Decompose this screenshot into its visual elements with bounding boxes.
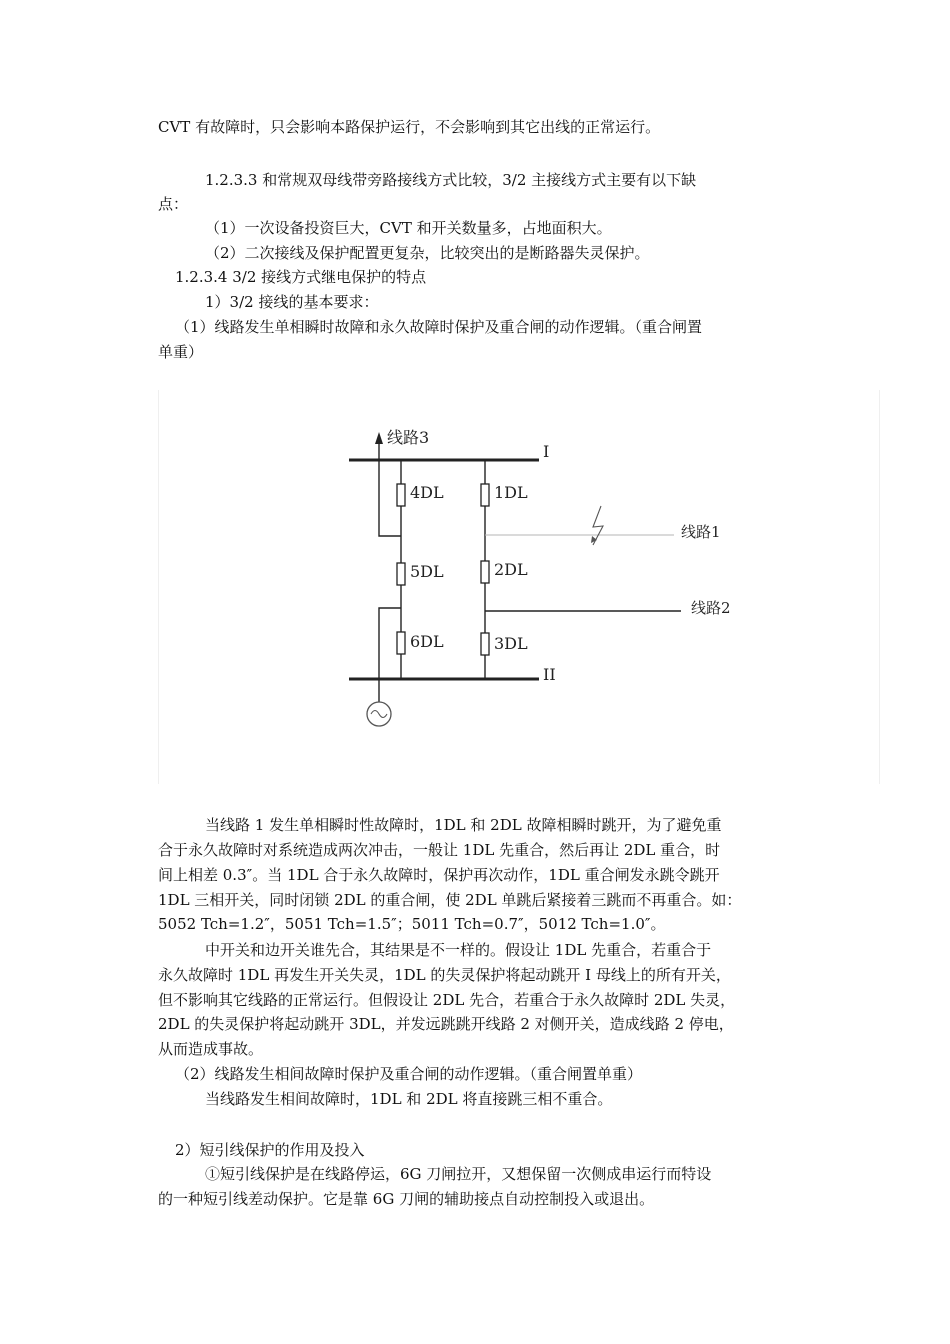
bus-ii-label: II [543,665,556,684]
heading-1-2-3-3-cont: 点： [158,195,189,213]
paragraph-short-lead-2: 的一种短引线差动保护。它是靠 6G 刀闸的辅助接点自动控制投入或退出。 [158,1190,655,1208]
paragraph-breaker-order-2: 永久故障时 1DL 再发生开关失灵，1DL 的失灵保护将起动跳开 I 母线上的所有开关， [158,966,731,984]
paragraph-cvt-fault: CVT 有故障时，只会影响本路保护运行，不会影响到其它出线的正常运行。 [158,118,661,136]
breaker-3dl-symbol [481,633,489,655]
subheading-phase-to-phase-fault: （2）线路发生相间故障时保护及重合闸的动作逻辑。（重合闸置单重） [175,1065,643,1083]
paragraph-transient-fault-5: 5052 Tch=1.2″，5051 Tch=1.5″；5011 Tch=0.7″，5012 Tch=1.0″。 [158,915,666,933]
bus-i-label: I [543,442,550,461]
paragraph-phase-to-phase: 当线路发生相间故障时，1DL 和 2DL 将直接跳三相不重合。 [205,1090,613,1108]
paragraph-breaker-order-3: 但不影响其它线路的正常运行。但假设让 2DL 先合，若重合于永久故障时 2DL 失灵， [158,991,736,1009]
breaker-3dl-label: 3DL [494,634,528,653]
breaker-4dl-label: 4DL [410,483,444,502]
list-item-1: （1）一次设备投资巨大，CVT 和开关数量多，占地面积大。 [205,219,612,237]
heading-1-2-3-4: 1.2.3.4 3/2 接线方式继电保护的特点 [175,268,427,286]
breaker-6dl-label: 6DL [410,632,444,651]
breaker-4dl-symbol [397,484,405,506]
wiring-diagram-frame [158,390,880,784]
paragraph-transient-fault-4: 1DL 三相开关，同时闭锁 2DL 的重合闸，使 2DL 单跳后紧接着三跳而不再重合。如： [158,891,742,909]
breaker-2dl-symbol [481,561,489,583]
subheading-single-phase-fault: （1）线路发生单相瞬时故障和永久故障时保护及重合闸的动作逻辑。（重合闸置 [175,318,703,336]
list-item-2: （2）二次接线及保护配置更复杂，比较突出的是断路器失灵保护。 [205,244,650,262]
heading-1-2-3-3: 1.2.3.3 和常规双母线带旁路接线方式比较，3/2 主接线方式主要有以下缺 [205,171,697,189]
paragraph-breaker-order-1: 中开关和边开关谁先合，其结果是不一样的。假设让 1DL 先重合，若重合于 [205,941,712,959]
paragraph-short-lead-1: ①短引线保护是在线路停运，6G 刀闸拉开，又想保留一次侧成串运行而特设 [205,1165,712,1183]
breaker-1dl-label: 1DL [494,483,528,502]
breaker-6dl-symbol [397,632,405,654]
wiring-diagram [159,390,879,784]
paragraph-transient-fault-3: 间上相差 0.3″。当 1DL 合于永久故障时，保护再次动作，1DL 重合闸发永跳令跳开 [158,866,720,884]
paragraph-breaker-order-5: 从而造成事故。 [158,1040,264,1058]
line1-label: 线路1 [681,523,721,541]
paragraph-transient-fault-1: 当线路 1 发生单相瞬时性故障时，1DL 和 2DL 故障相瞬时跳开，为了避免重 [205,816,722,834]
breaker-5dl-label: 5DL [410,562,444,581]
breaker-1dl-symbol [481,484,489,506]
breaker-2dl-label: 2DL [494,560,528,579]
paragraph-breaker-order-4: 2DL 的失灵保护将起动跳开 3DL，并发远跳跳开线路 2 对侧开关，造成线路 2 停电， [158,1015,734,1033]
subheading-single-phase-fault-cont: 单重） [158,343,204,361]
line3-arrow-icon [375,432,383,444]
breaker-5dl-symbol [397,563,405,585]
paragraph-transient-fault-2: 合于永久故障时对系统造成两次冲击，一般让 1DL 先重合，然后再让 2DL 重合，时 [158,841,721,859]
subheading-short-lead-protection: 2）短引线保护的作用及投入 [175,1141,365,1159]
subheading-basic-requirements: 1）3/2 接线的基本要求： [205,293,379,311]
line2-label: 线路2 [691,599,731,617]
line3-label: 线路3 [387,428,430,447]
